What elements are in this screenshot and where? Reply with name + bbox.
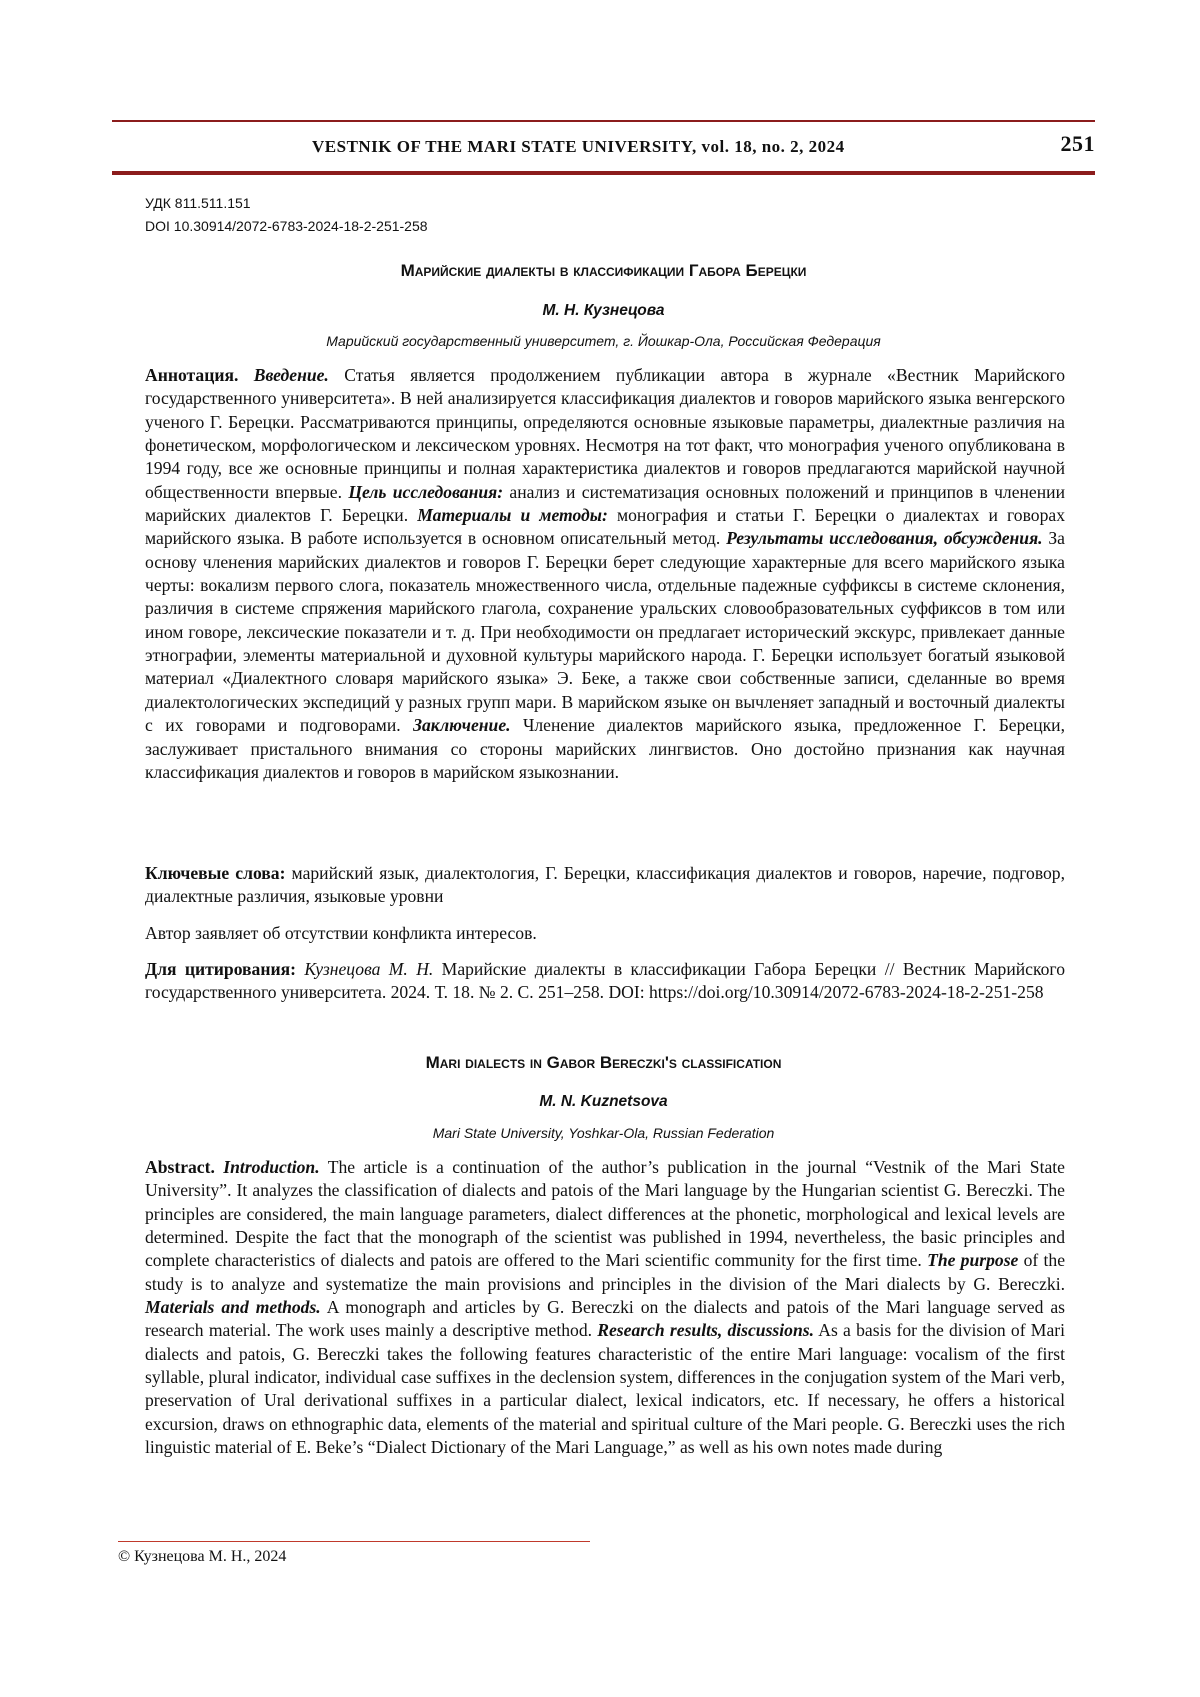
body-text: The article is a continuation of the author’s publication in the journal “Vestnik of the Mari State University”. It analyzes the classification of dialects and patois of the Mari language by the Hungarian scientist G. Bereczki. The principles are considered, the main language parameters, dialect differences at the phonetic, morphological and lexical levels are determined. Despite the fact that the monograph of the scientist was published in 1994, nevertheless, the basic principles and complete characteristics of dialects and patois are offered to the Mari scientific community for the first time. [145,1157,1065,1270]
emphasis-text: Research results, discussions. [597,1320,814,1340]
body-text: As a basis for the division of Mari dialects and patois, G. Bereczki takes the following features characteristic of the entire Mari language: vocalism of the first syllable, plural indicator, individual case suffixes in the declension system, differences in the conjugation system of the Mari verb, preservation of Ural derivational suffixes in a particular dialect, lexical indicators, etc. If necessary, he offers a historical excursion, draws on ethnographic data, elements of the material and spiritual culture of the Mari people. G. Bereczki uses the rich linguistic material of E. Beke’s “Dialect Dictionary of the Mari Language,” as well as his own notes made during [145,1320,1065,1457]
body-text: За основу членения марийских диалектов и говоров Г. Берецки берет следующие характерные для всего марийского языка черты: вокализм первого слога, показатель множественного числа, отдельные падежные суффиксы в системе склонения, различия в системе спряжения марийского глагола, сохранение уральских словообразовательных суффиксов в том или ином говоре, лексические показатели и т. д. При необходимости он предлагает исторический экскурс, привлекает данные этнографии, элементы материальной и духовной культуры марийского народа. Г. Берецки использует богатый языковой материал «Диалектного словаря марийского языка» Э. Беке, а также свои собственные записи, сделанные во время диалектологических экспедиций у разных групп мари. В марийском языке он вычленяет западный и восточный диалекты с их говорами и подговорами. [145,528,1065,735]
body-text: Членение диалектов марийского языка, предложенное Г. Берецки, заслуживает пристального внимания со стороны марийских лингвистов. Оно достойно признания как научная классификация диалектов и говоров в марийском языкознании. [145,715,1065,782]
body-text: анализ и систематизация основных положений и принципов в членении марийских диалектов Г. Берецки. [145,482,1065,525]
article-title-en: Mari dialects in Gabor Bereczki's classification [112,1053,1095,1073]
emphasis-text: Ключевые слова: [145,863,285,883]
article-title-ru: Марийские диалекты в классификации Габора Берецки [112,261,1095,281]
emphasis-text: Введение. [254,365,329,385]
emphasis-text: Для цитирования: [145,959,296,979]
body-text: монография и статьи Г. Берецки о диалектах и говорах марийского языка. В работе используется в основном описательный метод. [145,505,1065,548]
page-number: 251 [1061,131,1096,157]
emphasis-text: Заключение. [413,715,510,735]
emphasis-text: Introduction. [223,1157,319,1177]
citation [145,958,1065,1005]
copyright: © Кузнецова М. Н., 2024 [118,1548,286,1566]
footnote-rule [118,1541,590,1542]
abstract-ru [145,364,1065,784]
body-text: Автор заявляет об отсутствии конфликта интересов. [145,923,537,943]
affiliation-en: Mari State University, Yoshkar-Ola, Russian Federation [112,1125,1095,1141]
author-en: M. N. Kuznetsova [112,1093,1095,1111]
body-text: of the study is to analyze and systematize the main provisions and principles in the division of the Mari dialects by G. Bereczki. [145,1250,1065,1293]
body-text: A monograph and articles by G. Bereczki on the dialects and patois of the Mari language served as research material. The work uses mainly a descriptive method. [145,1297,1065,1340]
conflict-statement [145,922,1065,945]
emphasis-text: Abstract. [145,1157,223,1177]
emphasis-text: Результаты исследования, обсуждения. [726,528,1042,548]
doi: DOI 10.30914/2072-6783-2024-18-2-251-258 [145,218,428,234]
body-text: Марийские диалекты в классификации Габора Берецки // Вестник Марийского государственного университета. 2024. Т. 18. № 2. С. 251–258. DOI: https://doi.org/10.30914/2072-6783-2024-18-2-251-258 [145,959,1065,1002]
author-ru: М. Н. Кузнецова [112,302,1095,320]
abstract-en [145,1156,1065,1459]
emphasis-text: Цель исследования: [348,482,503,502]
body-text: марийский язык, диалектология, Г. Берецки, классификация диалектов и говоров, наречие, подговор, диалектные различия, языковые уровни [145,863,1065,906]
emphasis-text: Materials and methods. [145,1297,321,1317]
emphasis-text: Кузнецова М. Н. [296,959,433,979]
keywords-ru [145,862,1065,909]
emphasis-text: Аннотация. [145,365,254,385]
emphasis-text: Материалы и методы: [417,505,608,525]
emphasis-text: The purpose [927,1250,1018,1270]
body-text: Статья является продолжением публикации автора в журнале «Вестник Марийского государственного университета». В ней анализируется классификация диалектов и говоров марийского языка венгерского ученого Г. Берецки. Рассматриваются принципы, определяются основные языковые параметры, диалектные различия на фонетическом, морфологическом и лексическом уровнях. Несмотря на тот факт, что монография ученого опубликована в 1994 году, все же основные принципы и полная характеристика диалектов и говоров предлагаются марийской научной общественности впервые. [145,365,1065,502]
header-rule-bottom [112,171,1095,175]
affiliation-ru: Марийский государственный университет, г. Йошкар-Ола, Российская Федерация [112,333,1095,349]
header-rule-top [112,120,1095,122]
udk-code: УДК 811.511.151 [145,195,251,211]
journal-name: VESTNIK OF THE MARI STATE UNIVERSITY, vol. 18, no. 2, 2024 [312,137,845,157]
